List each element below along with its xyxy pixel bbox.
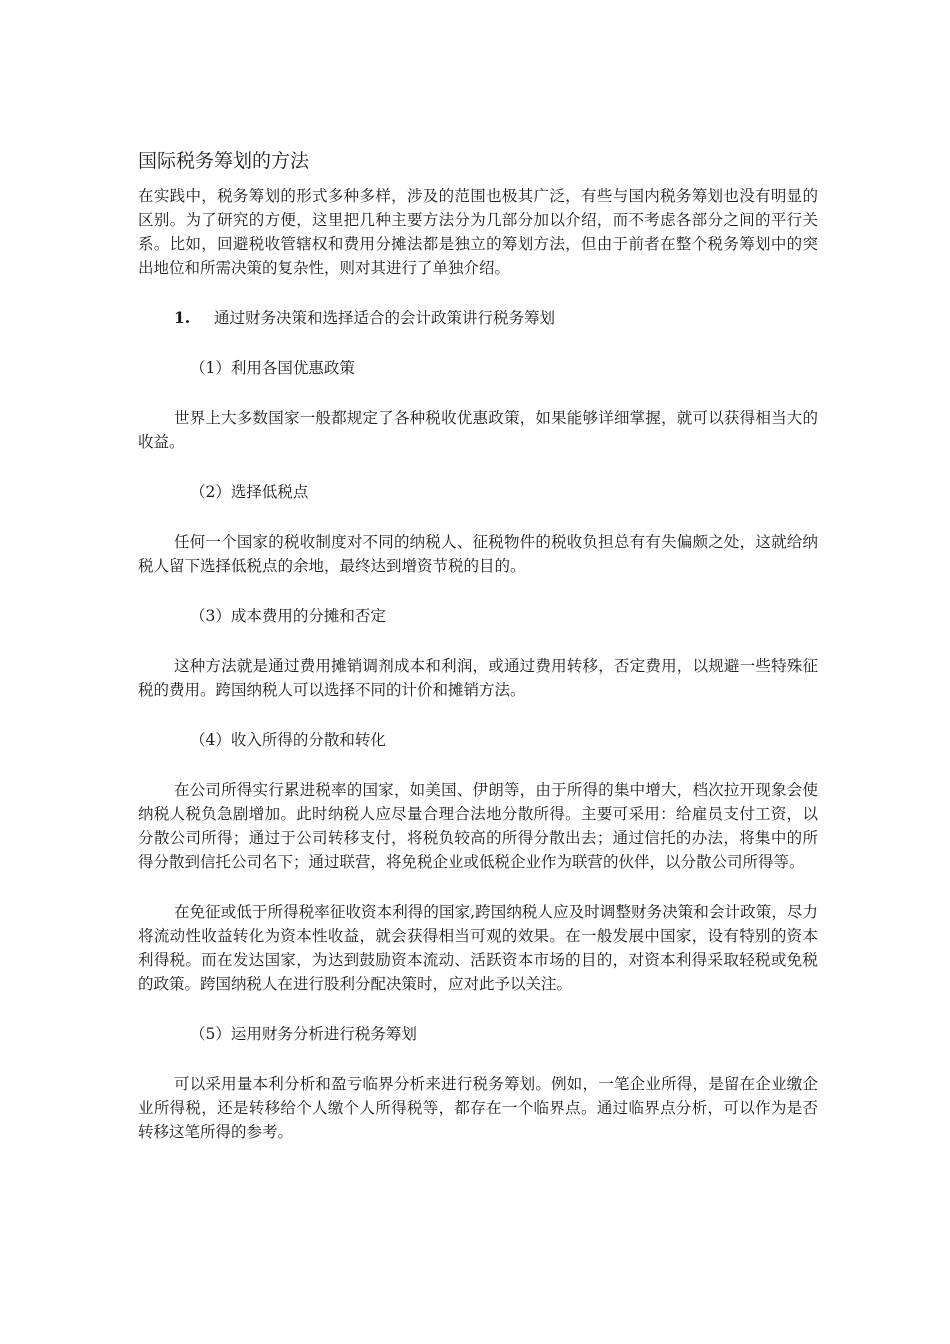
subsection-4-heading: （4）收入所得的分散和转化 bbox=[190, 731, 386, 749]
document-page bbox=[138, 148, 818, 1170]
document-title: 国际税务筹划的方法 bbox=[138, 150, 310, 172]
subsection-4-paragraph-1: 在公司所得实行累进税率的国家，如美国、伊朗等，由于所得的集中增大，档次拉开现象会使纳税人税负急剧增加。此时纳税人应尽量合理合法地分散所得。主要可采用：给雇员支付工资，以分散公司所得；通过于公司转移支付，将税负较高的所得分散出去；通过信托的办法，将集中的所得分散到信托公司名下；通过联营，将免税企业或低税企业作为联营的伙伴，以分散公司所得等。 bbox=[138, 781, 818, 871]
subsection-3-heading: （3）成本费用的分摊和否定 bbox=[190, 607, 386, 625]
subsection-4-paragraph-2: 在免征或低于所得税率征收资本利得的国家,跨国纳税人应及时调整财务决策和会计政策，尽力将流动性收益转化为资本性收益，就会获得相当可观的效果。在一般发展中国家，设有特别的资本利得税。而在发达国家，为达到鼓励资本流动、活跃资本市场的目的，对资本利得采取轻税或免税的政策。跨国纳税人在进行股利分配决策时，应对此予以关注。 bbox=[138, 903, 818, 993]
intro-paragraph: 在实践中，税务筹划的形式多种多样，涉及的范围也极其广泛，有些与国内税务筹划也没有明显的区别。为了研究的方便，这里把几种主要方法分为几部分加以介绍，而不考虑各部分之间的平行关系。比如，回避税收管辖权和费用分摊法都是独立的筹划方法，但由于前者在整个税务筹划中的突出地位和所需决策的复杂性，则对其进行了单独介绍。 bbox=[138, 187, 818, 277]
section-1-number: 1. bbox=[174, 308, 191, 327]
subsection-2-paragraph: 任何一个国家的税收制度对不同的纳税人、征税物件的税收负担总有有失偏颇之处，这就给纳税人留下选择低税点的余地，最终达到增资节税的目的。 bbox=[138, 533, 818, 575]
subsection-5-paragraph: 可以采用量本利分析和盈亏临界分析来进行税务筹划。例如，一笔企业所得，是留在企业缴企业所得税，还是转移给个人缴个人所得税等，都存在一个临界点。通过临界点分析，可以作为是否转移这笔所得的参考。 bbox=[138, 1075, 818, 1141]
section-1-heading bbox=[138, 306, 818, 330]
subsection-2-heading: （2）选择低税点 bbox=[190, 483, 309, 501]
section-1-title: 通过财务决策和选择适合的会计政策讲行税务筹划 bbox=[214, 309, 556, 327]
subsection-3-paragraph: 这种方法就是通过费用摊销调剂成本和利润，或通过费用转移，否定费用，以规避一些特殊征税的费用。跨国纳税人可以选择不同的计价和摊销方法。 bbox=[138, 657, 818, 699]
subsection-1-heading: （1）利用各国优惠政策 bbox=[190, 359, 355, 377]
subsection-5-heading: （5）运用财务分析进行税务筹划 bbox=[190, 1025, 417, 1043]
subsection-1-paragraph: 世界上大多数国家一般都规定了各种税收优惠政策，如果能够详细掌握，就可以获得相当大的收益。 bbox=[138, 409, 818, 451]
